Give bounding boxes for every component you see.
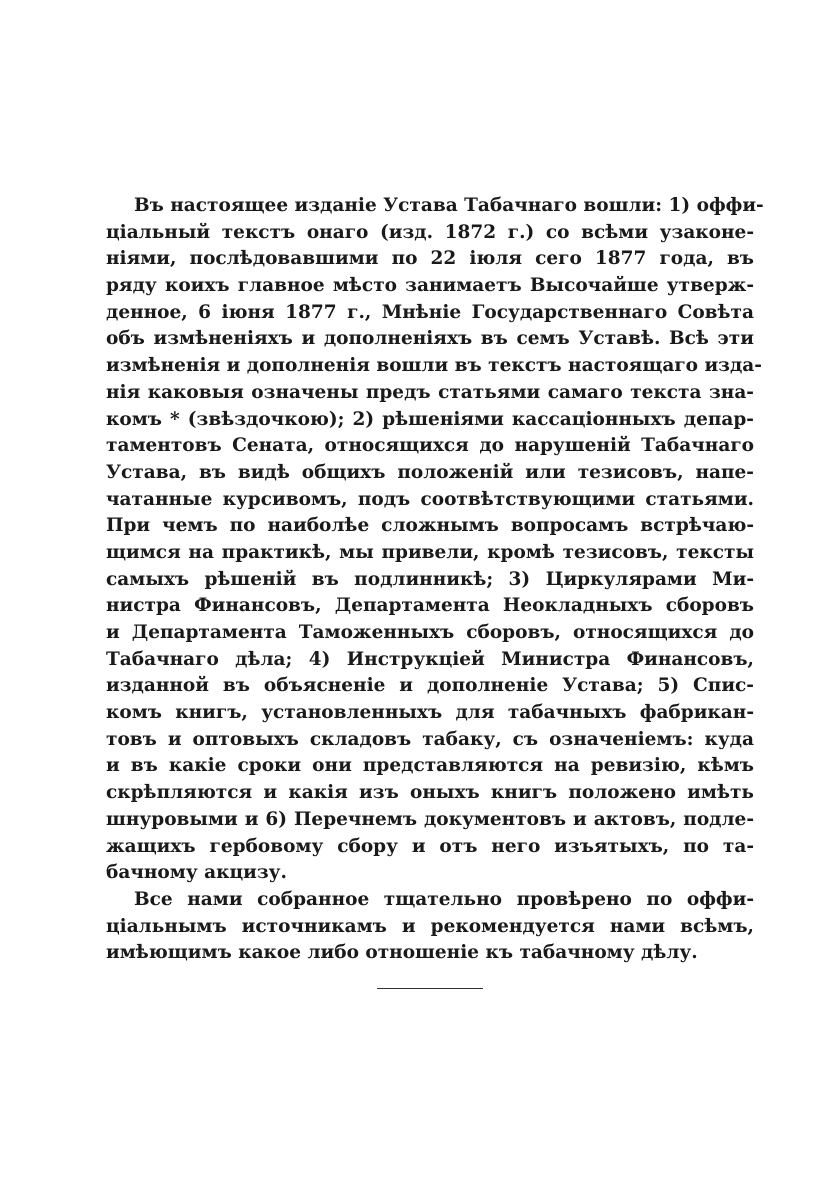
text-line: изданной въ объясненіе и дополненіе Устава; 5) Спис-: [106, 675, 754, 697]
text-line: самыхъ рѣшеній въ подлинникѣ; 3) Циркулярами Ми-: [106, 568, 754, 590]
text-line: скрѣпляются и какія изъ оныхъ книгъ положено имѣть: [106, 782, 754, 804]
text-line: ніями, послѣдовавшими по 22 іюля сего 1877 года, въ: [106, 248, 754, 270]
text-line: нія каковыя означены предъ статьями самаго текста зна-: [106, 381, 754, 403]
text-line: комъ книгъ, установленныхъ для табачныхъ фабрикан-: [106, 702, 754, 724]
text-line: жащихъ гербовому сбору и отъ него изъятыхъ, по та-: [106, 835, 754, 857]
preface-text: [106, 193, 764, 967]
text-line: денное, 6 іюня 1877 г., Мнѣніе Государственнаго Совѣта: [106, 301, 754, 323]
text-line: Въ настоящее изданіе Устава Табачнаго вошли: 1) оффи-: [134, 195, 764, 216]
paragraph-1: [106, 193, 764, 887]
text-line: Устава, въ видѣ общихъ положеній или тезисовъ, напе-: [106, 461, 754, 483]
text-line: шнуровыми и 6) Перечнемъ документовъ и актовъ, подле-: [106, 808, 754, 830]
text-line: нистра Финансовъ, Департамента Неокладныхъ сборовъ: [106, 595, 754, 617]
text-line: ціальный текстъ онаго (изд. 1872 г.) со всѣми узаконе-: [106, 221, 754, 243]
text-line: и въ какіе сроки они представляются на ревизію, кѣмъ: [106, 755, 754, 777]
text-line: ряду коихъ главное мѣсто занимаетъ Высочайше утверж-: [106, 275, 754, 297]
text-line: объ измѣненіяхъ и дополненіяхъ въ семъ Уставѣ. Всѣ эти: [106, 328, 754, 350]
text-line: При чемъ по наиболѣе сложнымъ вопросамъ встрѣчаю-: [106, 515, 754, 537]
text-line: и Департамента Таможенныхъ сборовъ, относящихся до: [106, 622, 754, 643]
text-line: имѣющимъ какое либо отношеніе къ табачному дѣлу.: [106, 942, 698, 964]
text-line: ціальнымъ источникамъ и рекомендуется нами всѣмъ,: [106, 915, 754, 937]
text-line: измѣненія и дополненія вошли въ текстъ настоящаго изда-: [106, 355, 762, 377]
text-line: щимся на практикѣ, мы привели, кромѣ тезисовъ, тексты: [106, 541, 754, 563]
text-line: чатанные курсивомъ, подъ соотвѣтствующими статьями.: [106, 488, 754, 510]
text-line: Все нами собранное тщательно провѣрено по оффи-: [134, 888, 754, 910]
text-line: комъ * (звѣздочкою); 2) рѣшеніями кассаціонныхъ депар-: [106, 408, 754, 430]
text-line: товъ и оптовыхъ складовъ табаку, съ означеніемъ: куда: [106, 728, 754, 750]
text-line: бачному акцизу.: [106, 862, 287, 884]
text-line: таментовъ Сената, относящихся до нарушеній Табачнаго: [106, 435, 754, 457]
section-divider: [377, 988, 483, 989]
paragraph-2: [106, 887, 754, 967]
text-line: Табачнаго дѣла; 4) Инструкціей Министра Финансовъ,: [106, 648, 754, 670]
